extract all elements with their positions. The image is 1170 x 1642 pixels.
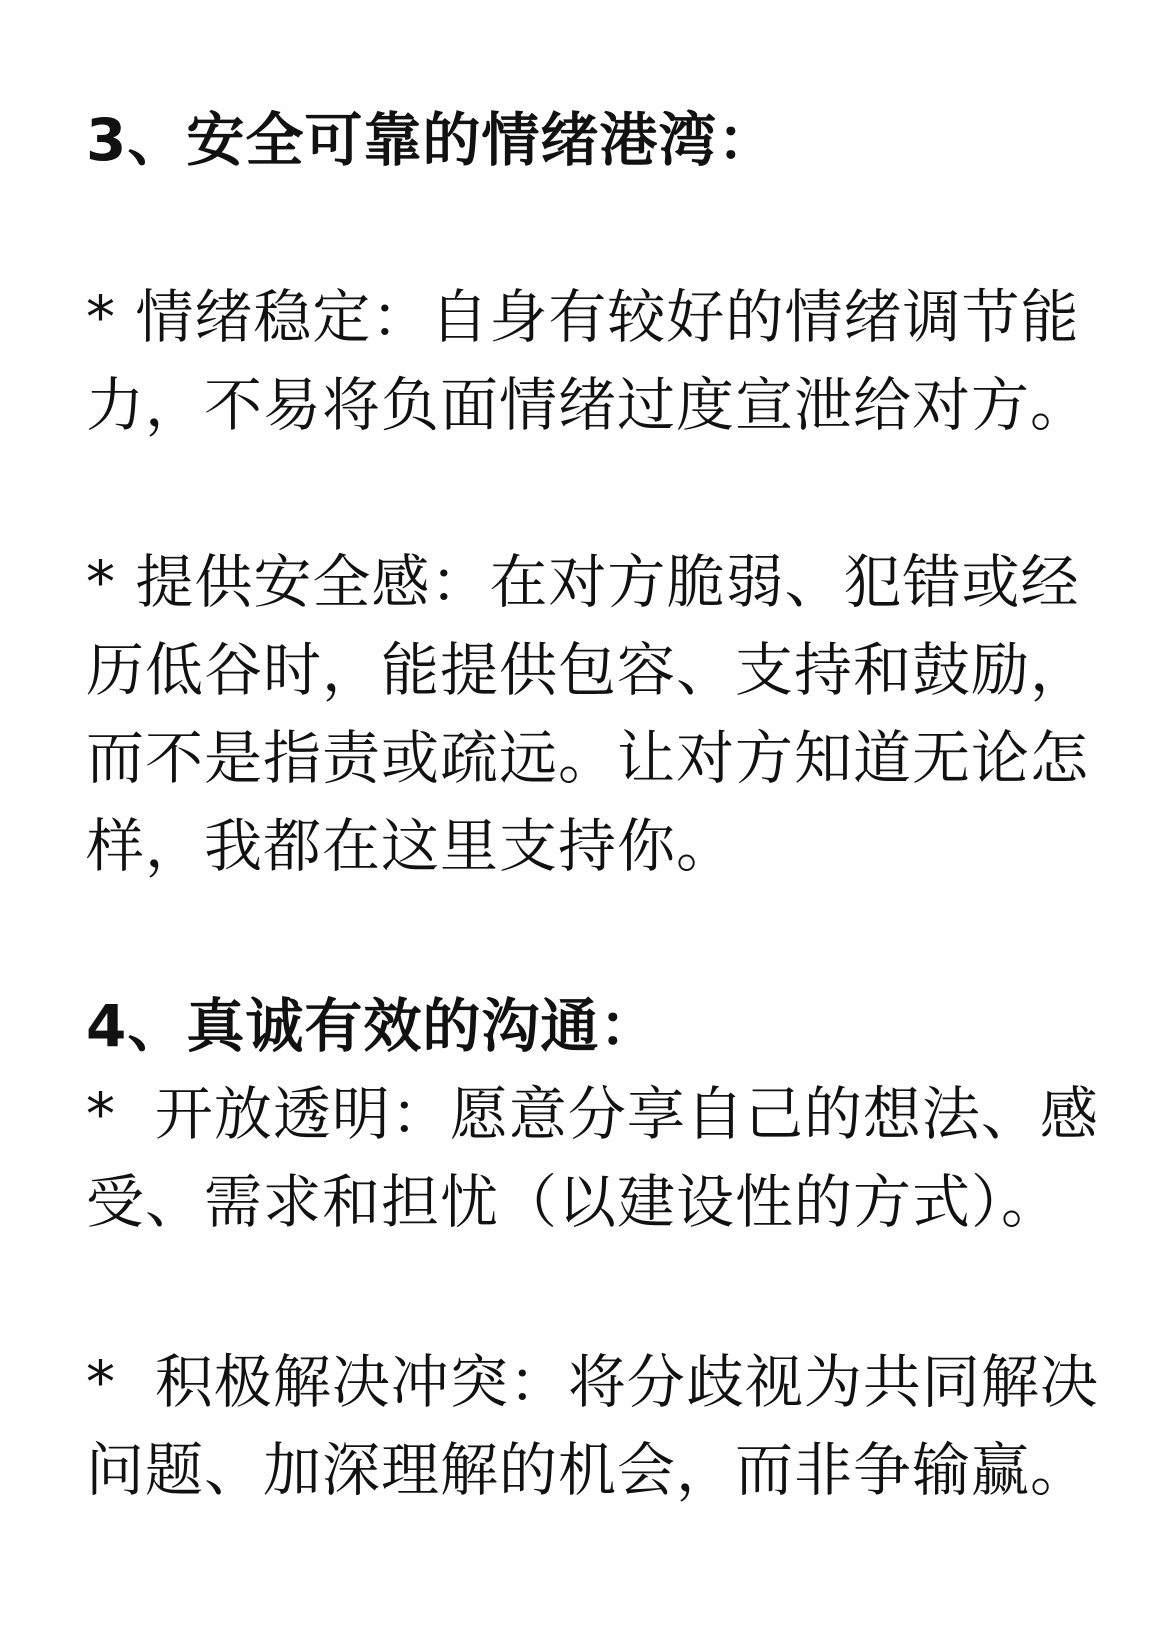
bullet-open-transparent — [86, 1070, 1099, 1246]
bullet-emotional-stability — [86, 273, 1090, 449]
section-heading-3 — [86, 96, 1086, 184]
text-line: * 情绪稳定：自身有较好的情绪调节能 — [86, 283, 1080, 351]
text-line: 力，不易将负面情绪过度宣泄给对方。 — [86, 371, 1090, 439]
bullet-resolve-conflict — [86, 1338, 1099, 1514]
bullet-provide-security — [86, 538, 1090, 890]
text-line: * 开放透明：愿意分享自己的想法、感 — [86, 1080, 1099, 1148]
text-line: 问题、加深理解的机会，而非争输赢。 — [86, 1436, 1090, 1504]
text-line: 而不是指责或疏远。让对方知道无论怎 — [86, 724, 1090, 792]
heading-text: 4、真诚有效的沟通： — [86, 992, 659, 1060]
text-line: 历低谷时，能提供包容、支持和鼓励， — [86, 636, 1090, 704]
text-line: * 提供安全感：在对方脆弱、犯错或经 — [86, 548, 1080, 616]
text-line: * 积极解决冲突：将分歧视为共同解决 — [86, 1348, 1099, 1416]
text-line: 样，我都在这里支持你。 — [86, 812, 736, 880]
text-line: 受、需求和担忧（以建设性的方式）。 — [86, 1168, 1061, 1236]
section-heading-4 — [86, 982, 1086, 1070]
heading-text: 3、安全可靠的情绪港湾： — [86, 106, 777, 174]
